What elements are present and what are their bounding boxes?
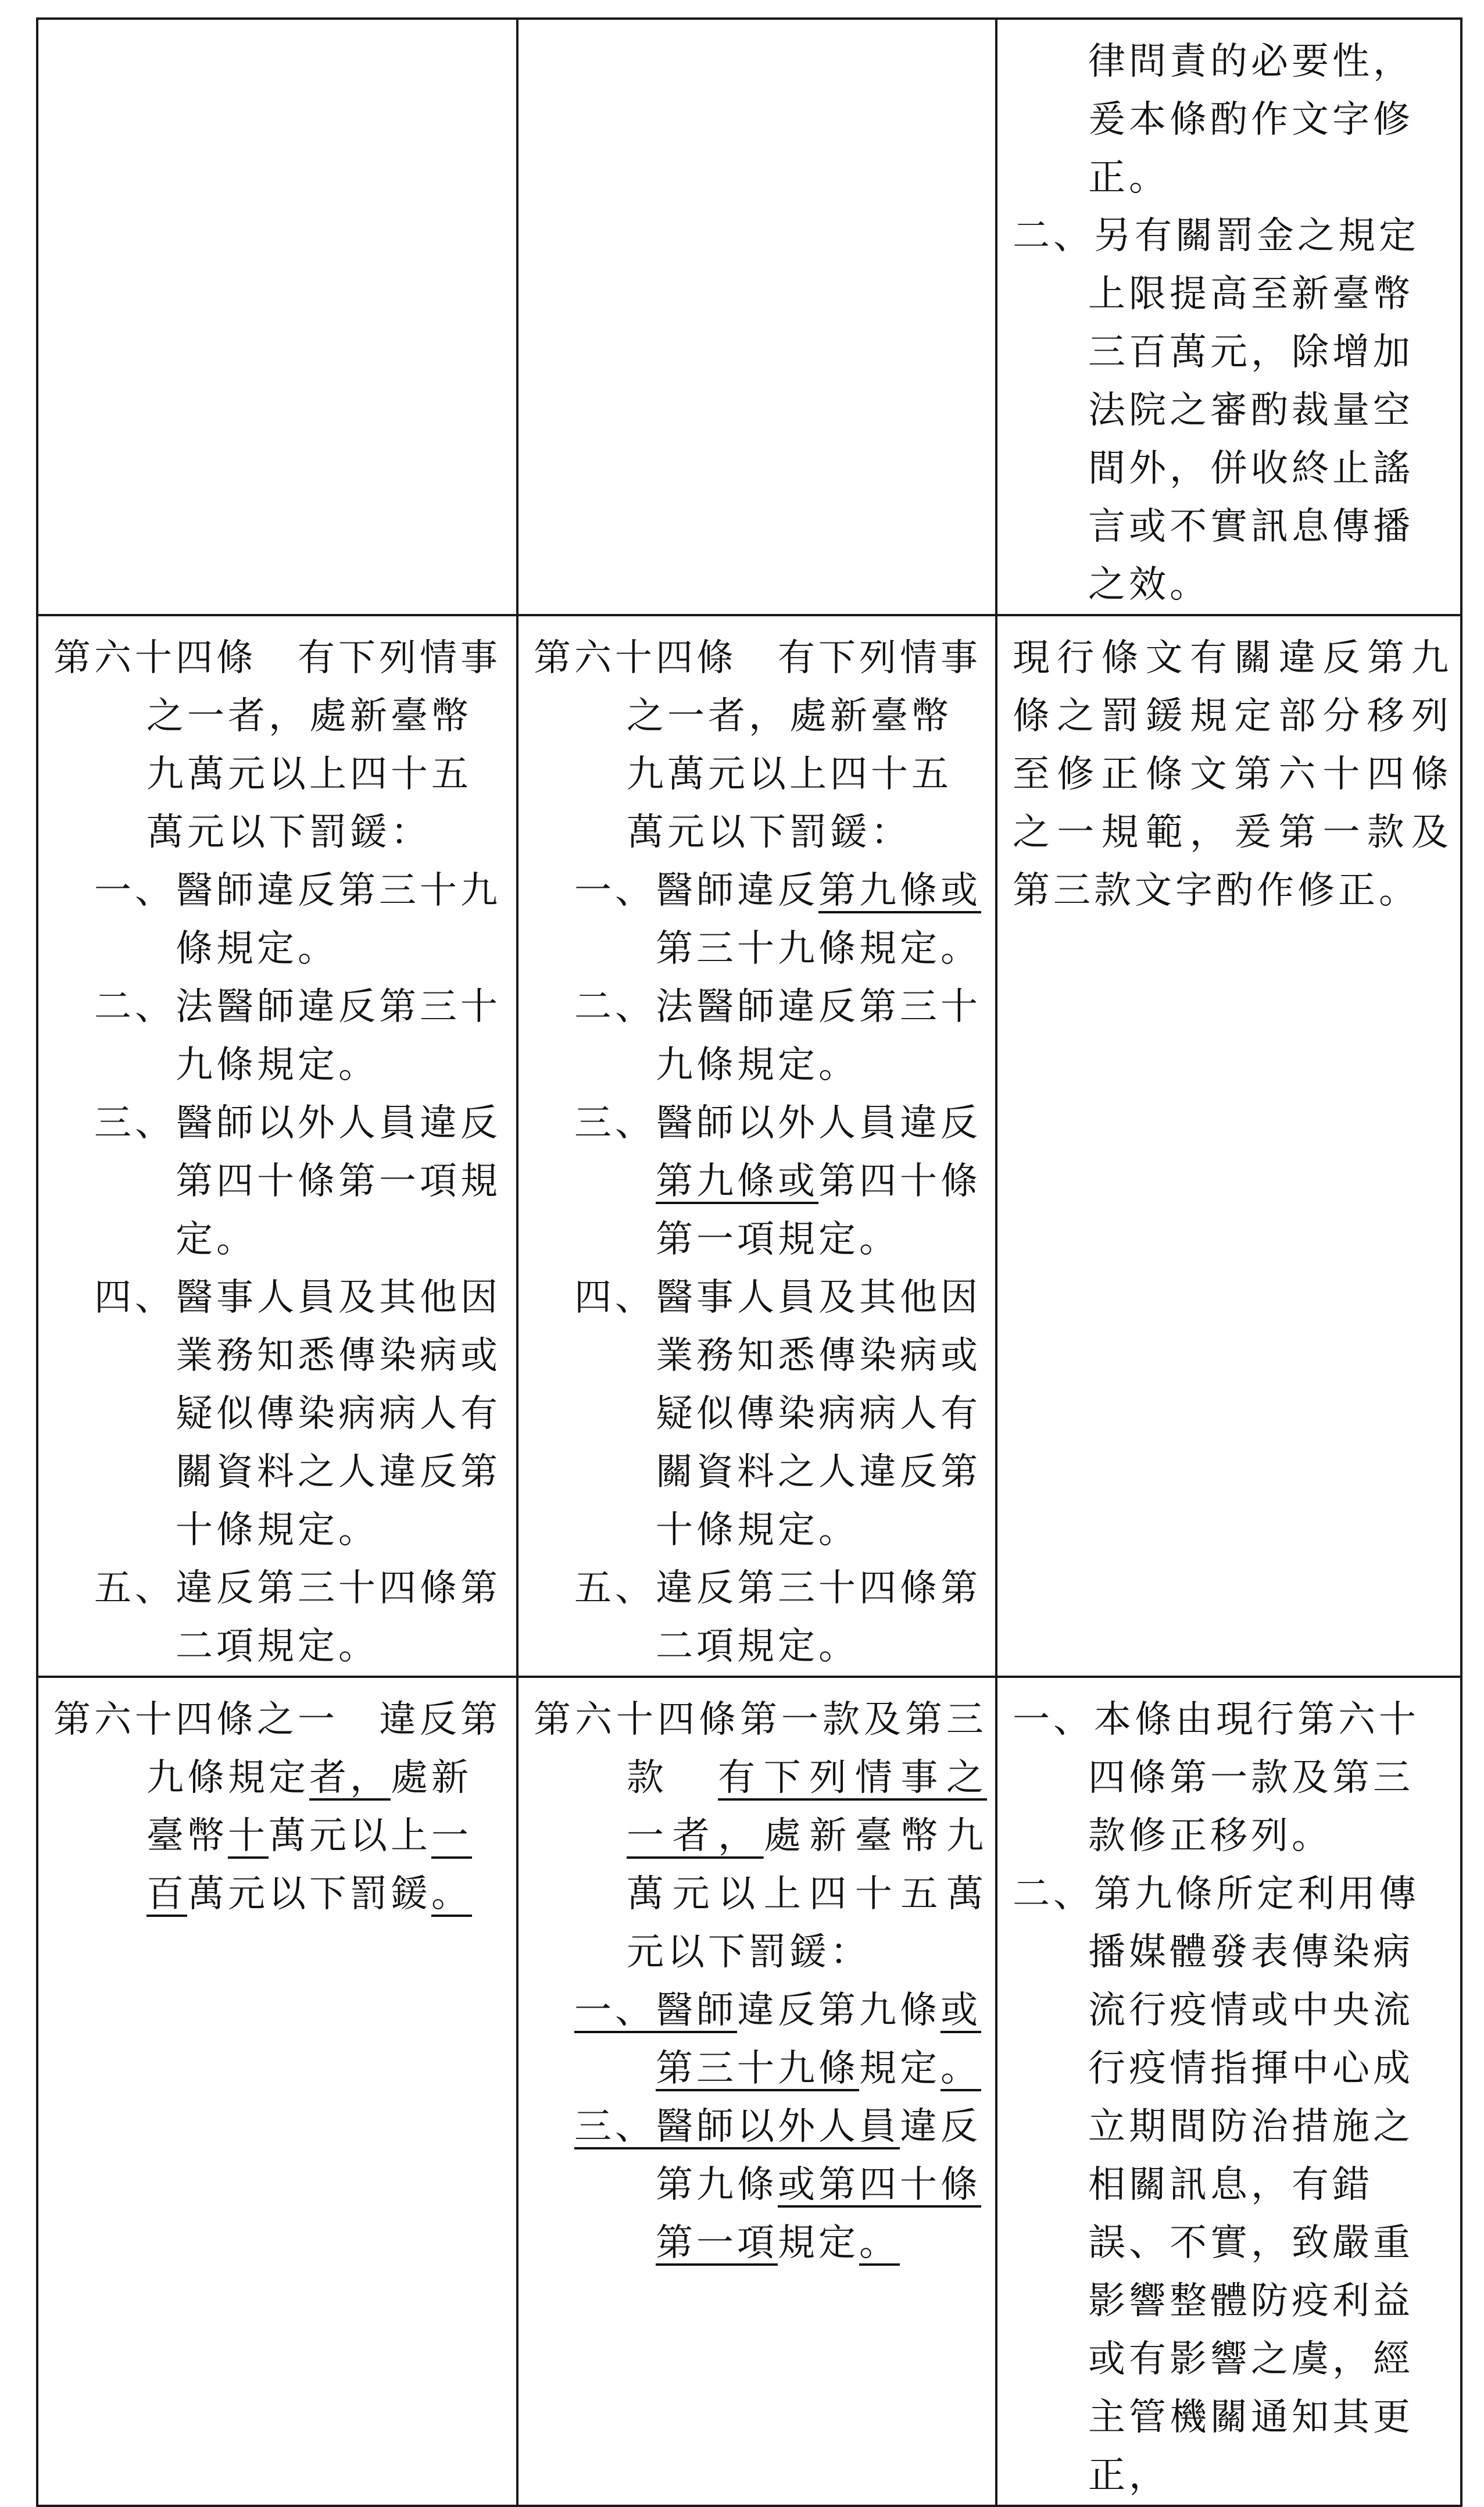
proposed-text-cell <box>517 1677 996 2506</box>
proposed-text-cell <box>517 19 996 615</box>
amended-text: 第九條或 <box>656 1160 818 1203</box>
explanation-text: 現行條文有關違反第九條之罰鍰規定部分移列至修正條文第六十四條之一規範，爰第一款及第三款文字酌作修正。 <box>1013 637 1452 912</box>
explanation-item: 二、第九條所定利用傳播媒體發表傳染病流行疫情或中央流行疫情指揮中心成立期間防治措施之相關訊息，有錯誤、不實，致嚴重影響整體防疫利益或有影響之虞，經主管機關通知其更正， <box>1013 1873 1419 2497</box>
article-item: 一、醫師違反第三十九條規定。 <box>94 869 501 970</box>
article-lead: 第六十四條之一 違反第九條規定者，處新臺幣十萬元以上一百萬元以下罰鍰。 <box>53 1698 501 1916</box>
amended-text: 。 <box>859 2222 900 2265</box>
explanation-cell <box>996 1677 1461 2506</box>
article-item: 二、法醫師違反第三十九條規定。 <box>574 985 981 1087</box>
article-item: 五、違反第三十四條第二項規定。 <box>574 1567 981 1668</box>
table-row <box>37 1677 1461 2506</box>
amended-text: 三、 <box>574 2105 656 2148</box>
article-item: 五、違反第三十四條第二項規定。 <box>94 1567 501 1668</box>
amendment-comparison-table <box>36 17 1462 2507</box>
amended-text: 或第三十九條 <box>656 1989 981 2090</box>
current-text-cell <box>37 1677 517 2506</box>
article-item: 四、醫事人員及其他因業務知悉傳染病或疑似傳染病病人有關資料之人違反第十條規定。 <box>94 1276 501 1552</box>
amended-text: 有下列情事之一者， <box>627 1756 988 1858</box>
explanation-cell <box>996 615 1461 1677</box>
article-lead: 第六十四條 有下列情事之一者，處新臺幣九萬元以上四十五萬元以下罰鍰： <box>53 637 501 854</box>
proposed-text-cell <box>517 615 996 1677</box>
amended-text: 者， <box>309 1756 391 1799</box>
current-text-cell <box>37 19 517 615</box>
article-item: 三、醫師以外人員違反第九條或第四十條第一項規定。 <box>574 1102 981 1261</box>
article-lead: 第六十四條 有下列情事之一者，處新臺幣九萬元以上四十五萬元以下罰鍰： <box>534 637 981 854</box>
table-row <box>37 615 1461 1677</box>
amended-text: 醫師以外人員 <box>656 2105 900 2148</box>
amended-text: 。 <box>941 2047 981 2090</box>
explanation-continuation: 律問責的必要性，爰本條酌作文字修正。 <box>1088 40 1414 199</box>
amended-text: 一百 <box>146 1815 472 1916</box>
article-item: 三、醫師以外人員違反第四十條第一項規定。 <box>94 1102 501 1261</box>
amended-text: 第九條或 <box>818 869 981 912</box>
amended-text: 一、 <box>574 1989 656 2032</box>
article-item: 三、醫師以外人員違反第九條或第四十條第一項規定。 <box>574 2105 981 2265</box>
article-item: 二、法醫師違反第三十九條規定。 <box>94 985 501 1087</box>
table-row <box>37 19 1461 615</box>
amended-text: 醫師 <box>656 1989 737 2032</box>
amended-text: 。 <box>431 1873 472 1916</box>
explanation-item: 一、本條由現行第六十四條第一款及第三款修正移列。 <box>1013 1698 1419 1858</box>
amended-text: 或第四十條第一項 <box>656 2163 981 2265</box>
current-text-cell <box>37 615 517 1677</box>
article-lead: 第六十四條第一款及第三款 有下列情事之一者，處新臺幣九萬元以上四十五萬元以下罰鍰： <box>534 1698 988 1974</box>
article-item: 一、醫師違反第九條或第三十九條規定。 <box>574 869 981 970</box>
article-item: 四、醫事人員及其他因業務知悉傳染病或疑似傳染病病人有關資料之人違反第十條規定。 <box>574 1276 981 1552</box>
article-item: 一、醫師違反第九條或第三十九條規定。 <box>574 1989 981 2090</box>
amended-text: 十 <box>228 1815 269 1858</box>
explanation-item: 二、另有關罰金之規定上限提高至新臺幣三百萬元，除增加法院之審酌裁量空間外，併收終止謠言或不實訊息傳播之效。 <box>1013 215 1419 606</box>
explanation-cell <box>996 19 1461 615</box>
